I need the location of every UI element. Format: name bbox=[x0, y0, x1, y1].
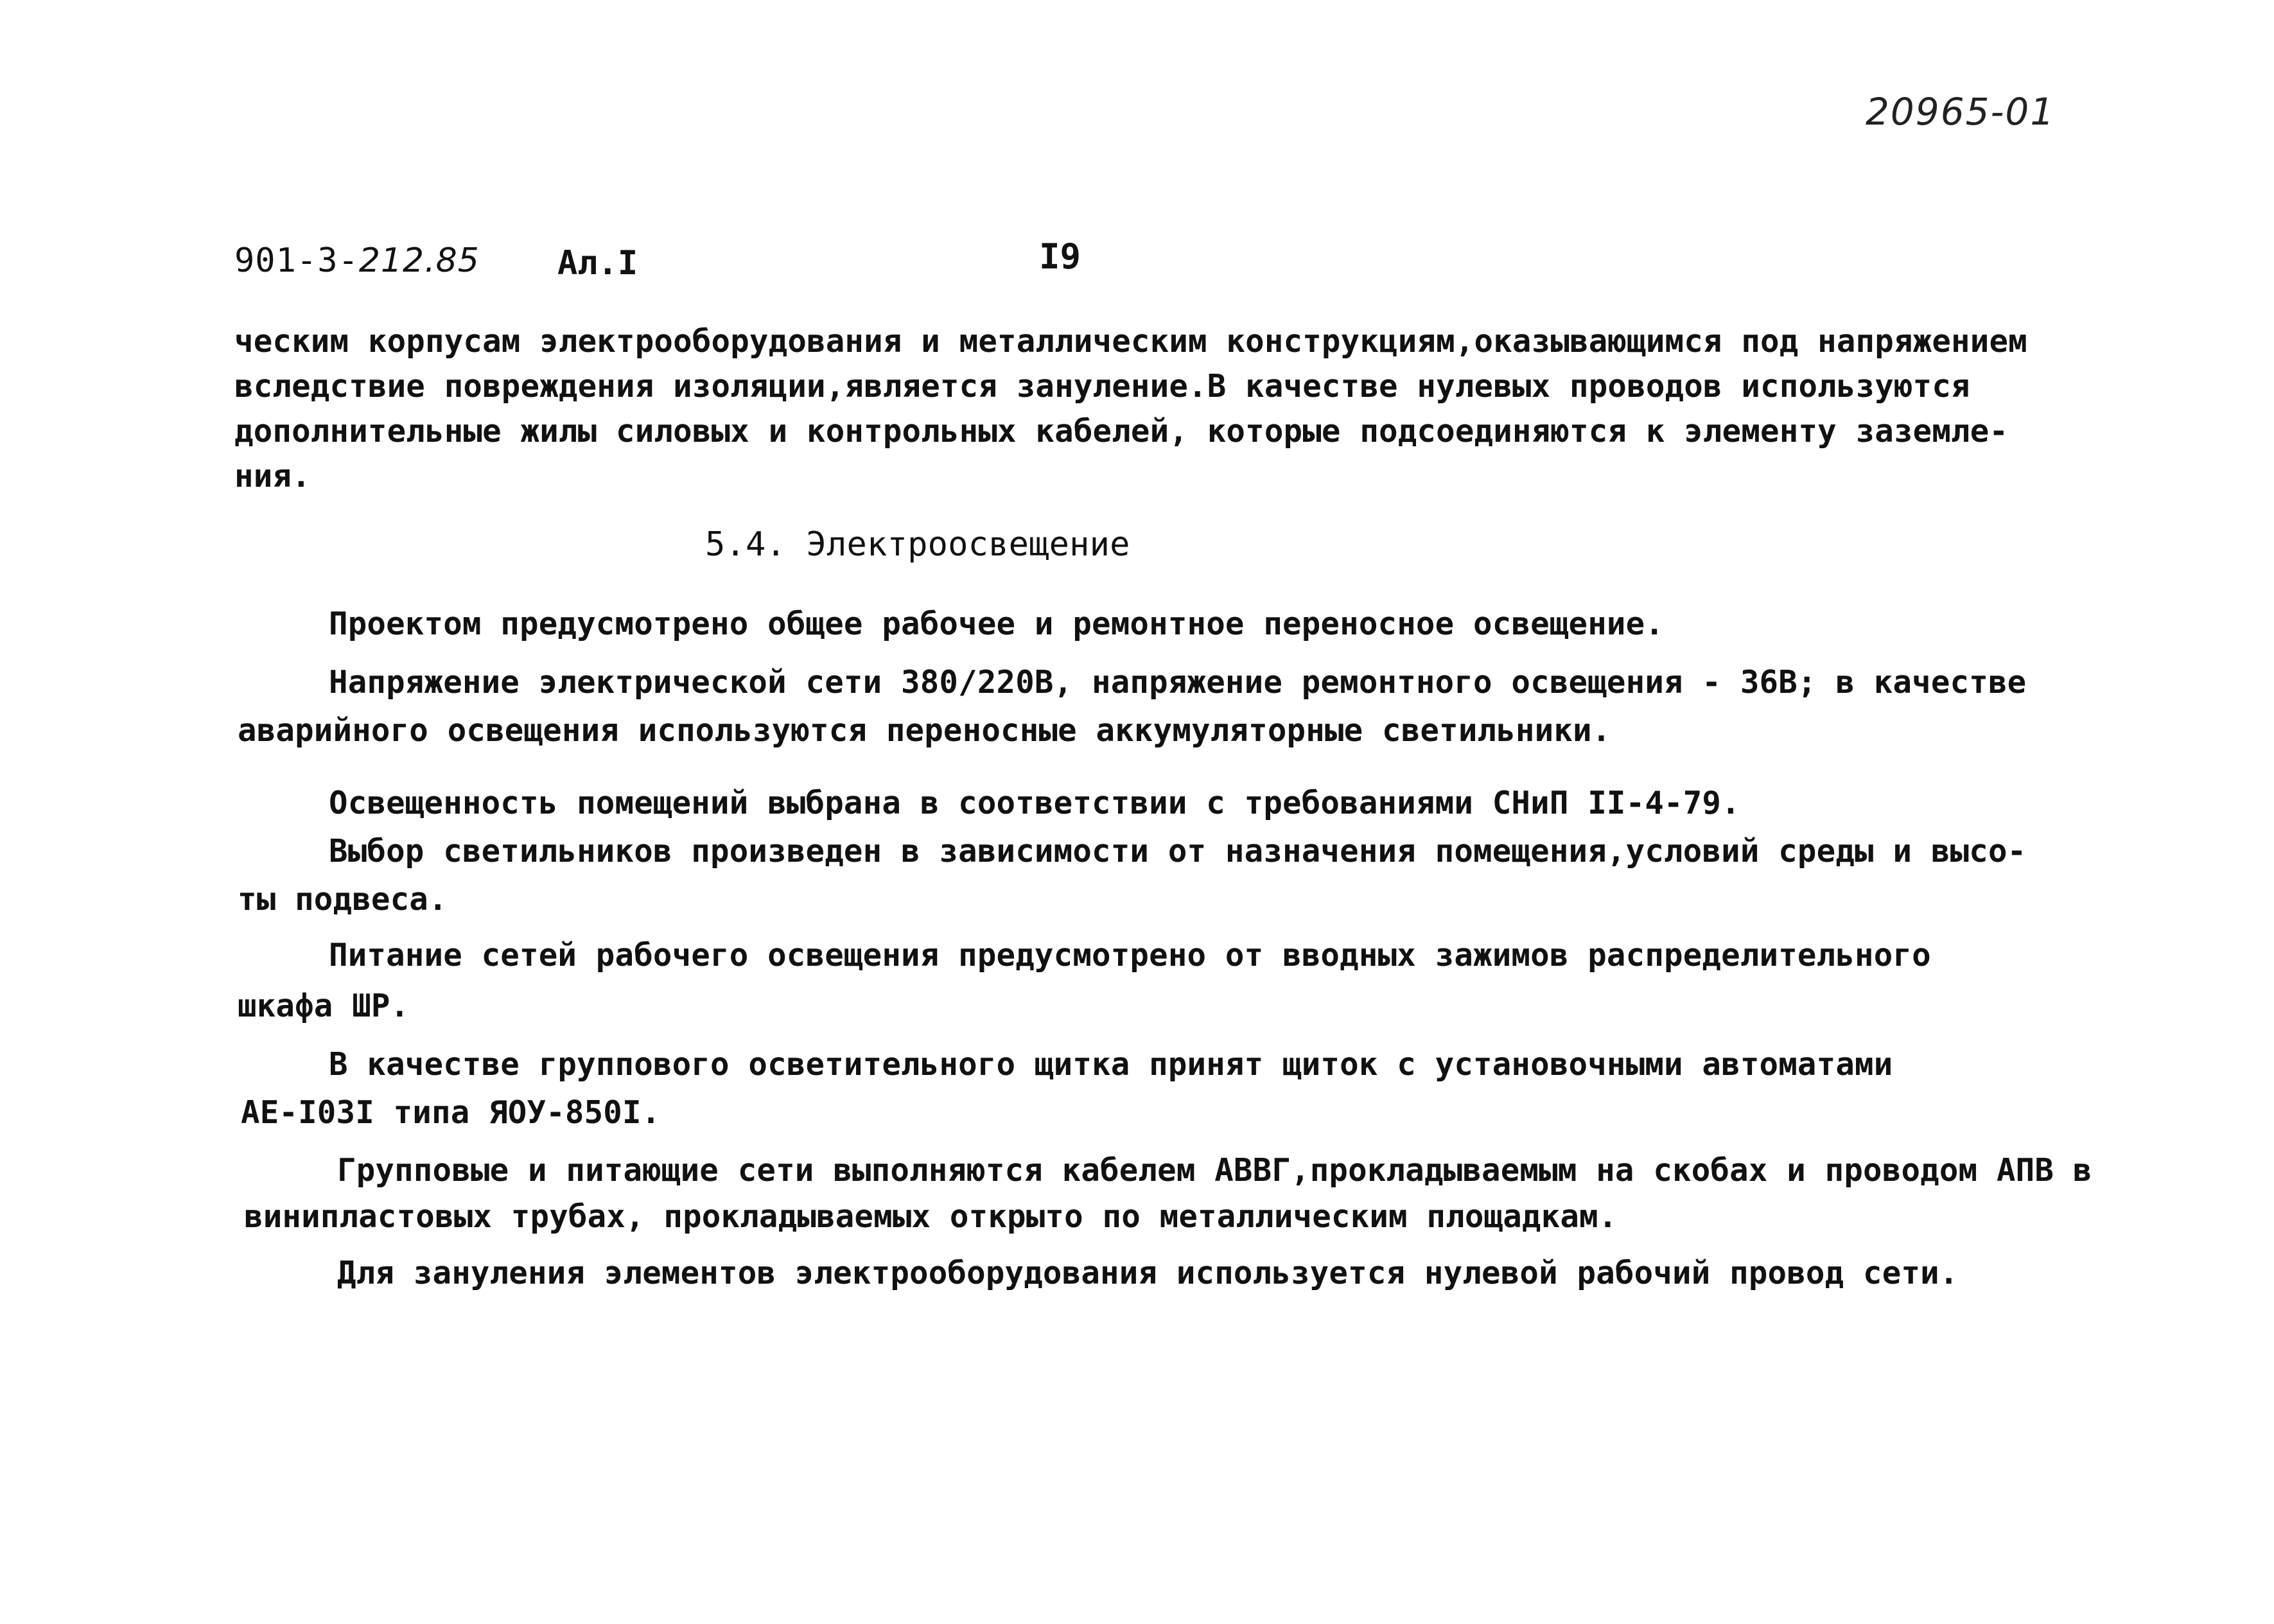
project-code-printed: 901-3- bbox=[234, 241, 359, 280]
text-line-7: Напряжение электрической сети 380/220В, напряжение ремонтного освещения - 36В; в качестве bbox=[329, 664, 2027, 701]
text-line-9: Освещенность помещений выбрана в соответствии с требованиями СНиП II-4-79. bbox=[329, 785, 1740, 821]
text-line-6: Проектом предусмотрено общее рабочее и ремонтное переносное освещение. bbox=[329, 606, 1665, 642]
text-line-8: аварийного освещения используются переносные аккумуляторные светильники. bbox=[238, 712, 1611, 749]
text-line-18: Для зануления элементов электрооборудования используется нулевой рабочий провод сети. bbox=[337, 1255, 1959, 1291]
project-code-handwritten: 212.85 bbox=[358, 241, 480, 280]
text-line-16: Групповые и питающие сети выполняются кабелем АВВГ,прокладываемым на скобах и проводом АПВ в bbox=[337, 1152, 2092, 1189]
text-line-1: ческим корпусам электрооборудования и металлическим конструкциям,оказывающимся под напряжением bbox=[234, 323, 2027, 360]
text-line-15: АЕ-I03I типа ЯОУ-850I. bbox=[241, 1094, 661, 1131]
text-line-10: Выбор светильников произведен в зависимости от назначения помещения,условий среды и высо- bbox=[329, 833, 2027, 869]
section-title: 5.4. Электроосвещение bbox=[705, 525, 1130, 564]
sheet-label: Ал.I bbox=[557, 244, 638, 283]
text-line-2: вследствие повреждения изоляции,является зануление.В качестве нулевых проводов используются bbox=[234, 368, 1970, 405]
text-line-13: шкафа ШР. bbox=[238, 988, 410, 1024]
project-code bbox=[234, 241, 480, 280]
text-line-17: винипластовых трубах, прокладываемых открыто по металлическим площадкам. bbox=[244, 1198, 1618, 1235]
text-line-12: Питание сетей рабочего освещения предусмотрено от вводных зажимов распределительного bbox=[329, 937, 1931, 974]
page-number: I9 bbox=[1039, 236, 1081, 277]
handwritten-document-number: 20965-01 bbox=[1866, 90, 2056, 134]
text-line-11: ты подвеса. bbox=[238, 881, 448, 918]
text-line-14: В качестве группового осветительного щитка принят щиток с установочными автоматами bbox=[329, 1046, 1893, 1083]
text-line-4: ния. bbox=[234, 458, 311, 494]
text-line-3: дополнительные жилы силовых и контрольных кабелей, которые подсоединяются к элементу заземле- bbox=[234, 413, 2009, 450]
